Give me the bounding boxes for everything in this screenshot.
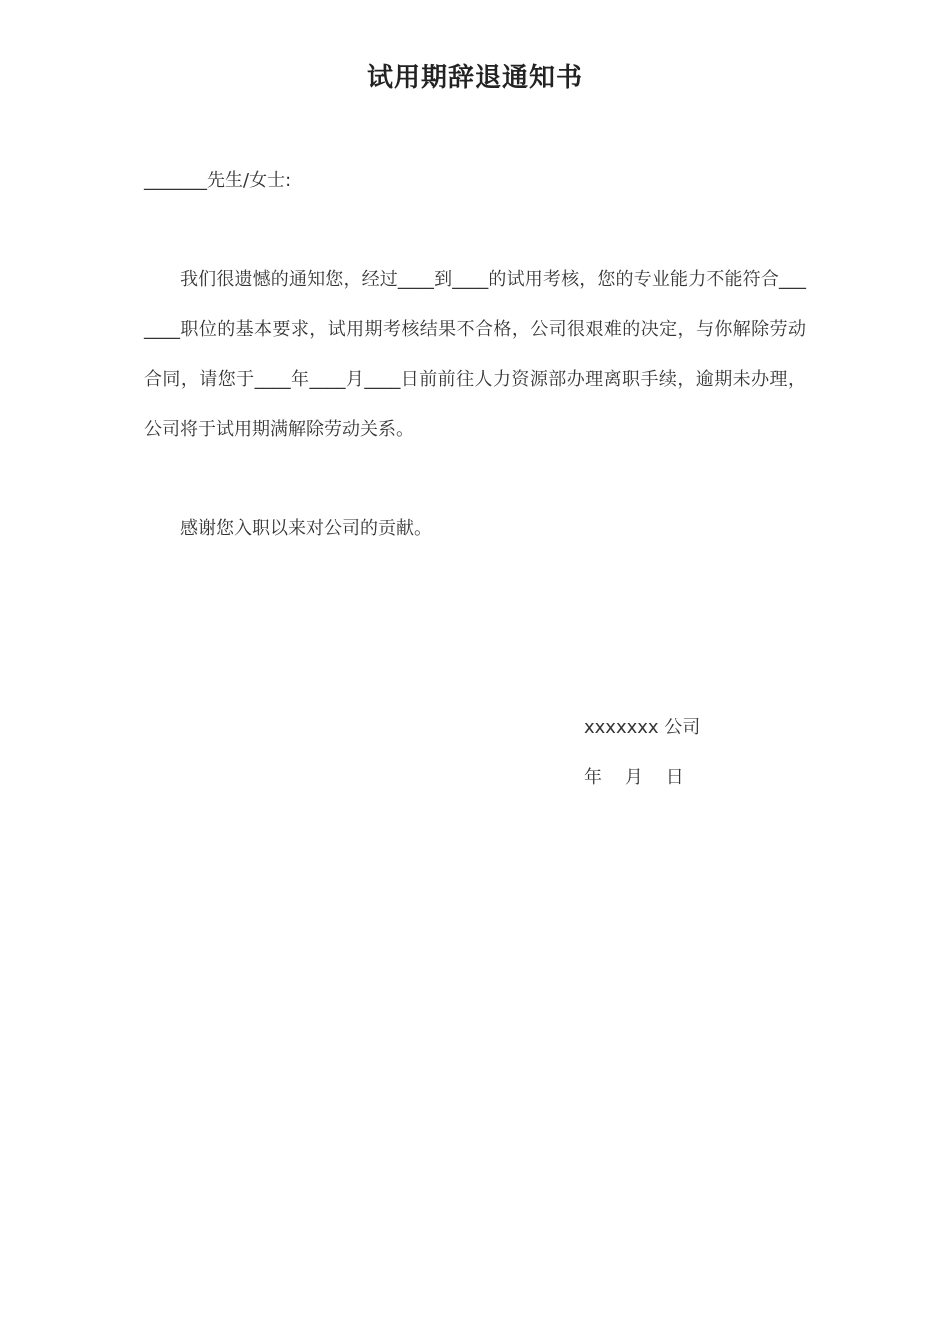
salutation-line: _______先生/女士: [144, 170, 292, 191]
signature-company: xxxxxxx 公司 [584, 717, 701, 738]
thanks-paragraph: 感谢您入职以来对公司的贡献。 [180, 518, 432, 539]
signature-date: 年 月 日 [584, 767, 684, 788]
document-title: 试用期辞退通知书 [366, 63, 583, 93]
notice-body-paragraph: 我们很遗憾的通知您，经过____到____的试用考核，您的专业能力不能符合_______职位的基本要求，试用期考核结果不合格，公司很艰难的决定，与你解除劳动合同，请您于____年____月____日前前往人力资源部办理离职手续，逾期未办理，公司将于试用期满解除劳动关系。 [144, 269, 806, 440]
